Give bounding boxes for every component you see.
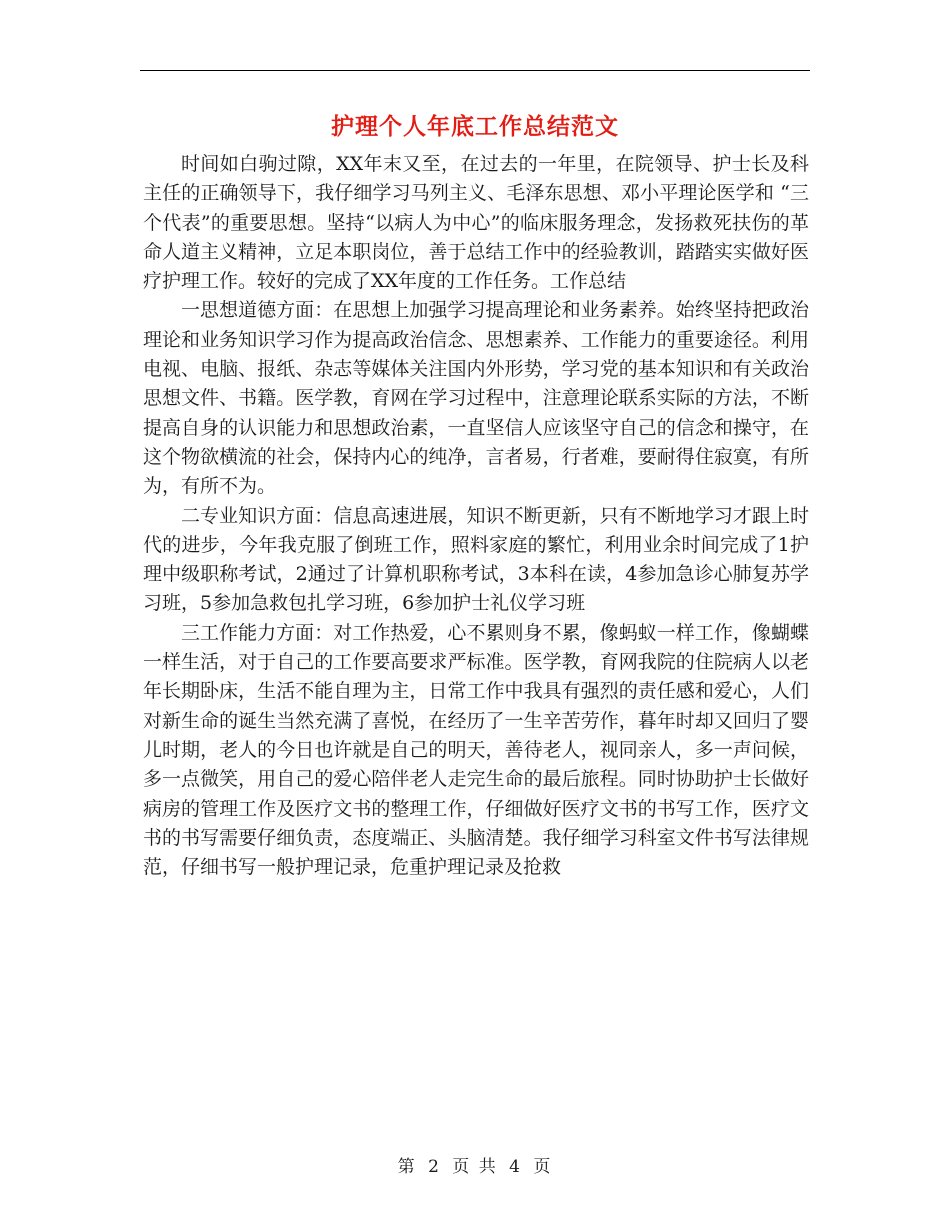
paragraph-work-ability: 三工作能力方面：对工作热爱，心不累则身不累，像蚂蚁一样工作，像蝴蝶一样生活，对于自己的工作要高要求严标准。医学教，育网我院的住院病人以老年长期卧床，生活不能自理为主，日常工作中我具有强烈的责任感和爱心，人们对新生命的诞生当然充满了喜悦，在经历了一生辛苦劳作，暮年时却又回归了婴儿时期，老人的今日也许就是自己的明天，善待老人，视同亲人，多一声问候，多一点微笑，用自己的爱心陪伴老人走完生命的最后旅程。同时协助护士长做好病房的管理工作及医疗文书的整理工作，仔细做好医疗文书的书写工作，医疗文书的书写需要仔细负责，态度端正、头脑清楚。我仔细学习科室文件书写法律规范，仔细书写一般护理记录，危重护理记录及抢救 xyxy=(143,621,809,879)
footer-prefix: 第 xyxy=(397,1157,417,1177)
paragraph-moral: 一思想道德方面：在思想上加强学习提高理论和业务素养。始终坚持把政治理论和业务知识学习作为提高政治信念、思想素养、工作能力的重要途径。利用电视、电脑、报纸、杂志等媒体关注国内外形势，学习党的基本知识和有关政治思想文件、书籍。医学教，育网在学习过程中，注意理论联系实际的方法，不断提高自身的认识能力和思想政治素，一直坚信人应该坚守自己的信念和操守，在这个物欲横流的社会，保持内心的纯净，言者易，行者难，要耐得住寂寞，有所为，有所不为。 xyxy=(143,299,809,498)
header-rule xyxy=(140,70,810,71)
footer-middle: 页 共 xyxy=(452,1157,498,1177)
document-body xyxy=(143,150,809,882)
page-footer xyxy=(0,1152,950,1177)
footer-suffix: 页 xyxy=(533,1157,553,1177)
document-title: 护理个人年底工作总结范文 xyxy=(331,113,619,140)
footer-current-page: 2 xyxy=(428,1157,441,1177)
footer-total-pages: 4 xyxy=(509,1157,522,1177)
paragraph-professional: 二专业知识方面：信息高速进展，知识不断更新，只有不断地学习才跟上时代的进步，今年我克服了倒班工作，照料家庭的繁忙，利用业余时间完成了1护理中级职称考试，2通过了计算机职称考试，3本科在读，4参加急诊心肺复苏学习班，5参加急救包扎学习班，6参加护士礼仪学习班 xyxy=(143,504,809,615)
paragraph-intro: 时间如白驹过隙，XX年末又至，在过去的一年里，在院领导、护士长及科主任的正确领导下，我仔细学习马列主义、毛泽东思想、邓小平理论医学和 “三个代表”的重要思想。坚持“以病人为中心”的临床服务理念，发扬救死扶伤的革命人道主义精神，立足本职岗位，善于总结工作中的经验教训，踏踏实实做好医疗护理工作。较好的完成了XX年度的工作任务。工作总结 xyxy=(143,153,809,293)
